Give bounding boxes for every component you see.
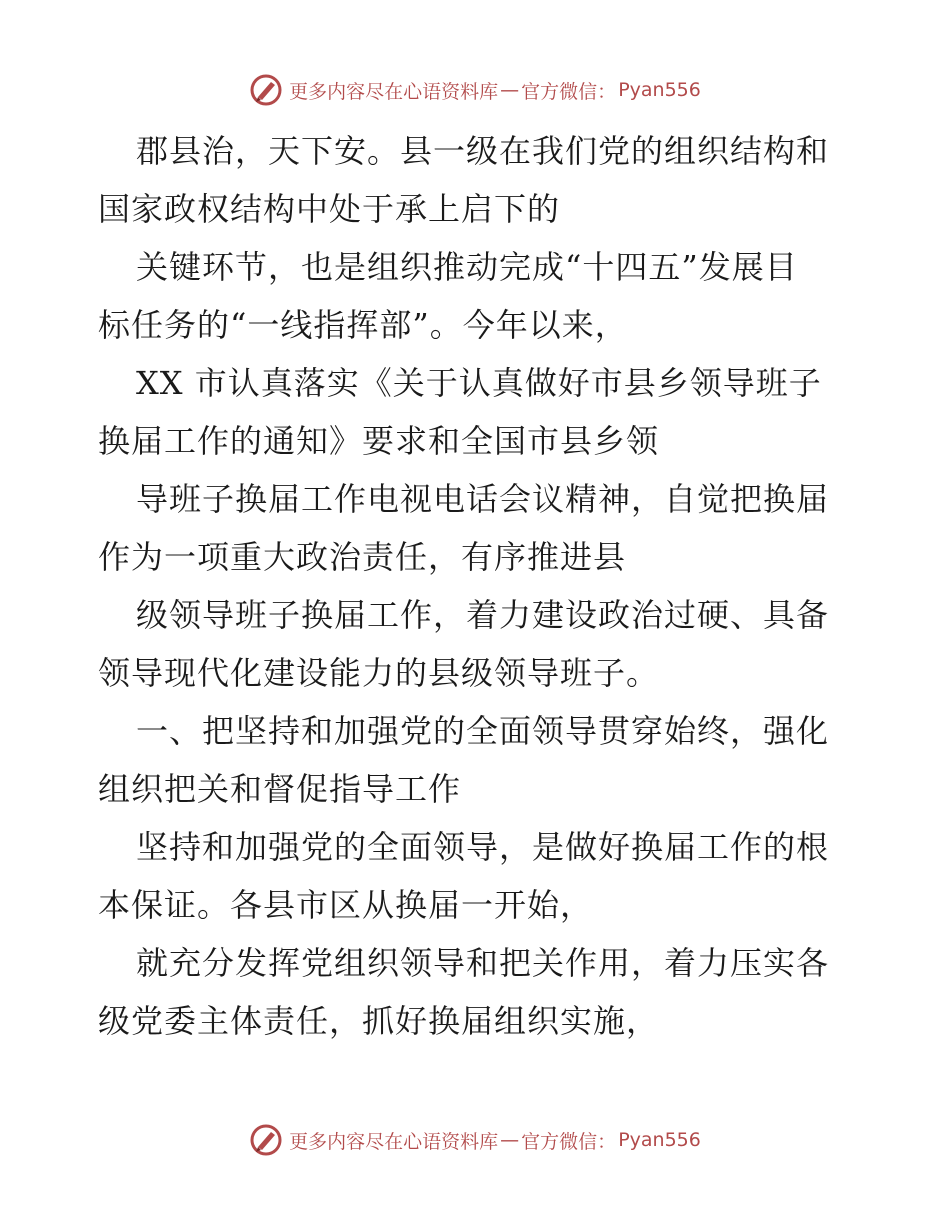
section-heading-1 [98,702,858,818]
footer-watermark [0,1120,950,1160]
watermark-wechat-label: 官方微信： [521,80,617,103]
paragraph-line: 级领导班子换届工作，着力建设政治过硬、具备 [136,596,830,634]
paragraph-6 [98,818,858,934]
watermark-wechat-id: Pyan556 [618,1129,701,1151]
paragraph-1 [98,122,858,238]
watermark-text: 更多内容尽在心语资料库 [289,80,499,103]
paragraph-line: 领导现代化建设能力的县级领导班子。 [98,654,660,692]
paragraph-line: 作为一项重大政治责任，有序推进县 [98,538,627,576]
paragraph-4 [98,470,858,586]
watermark-text: 更多内容尽在心语资料库 [289,1130,499,1153]
document-body [98,122,858,1050]
paragraph-line: 就充分发挥党组织领导和把关作用，着力压实各 [136,944,830,982]
watermark-separator: — [500,1129,520,1151]
paragraph-3 [98,354,858,470]
paragraph-line: 坚持和加强党的全面领导，是做好换届工作的根 [136,828,830,866]
paragraph-2 [98,238,858,354]
pen-logo-icon [249,1123,283,1157]
watermark-wechat-label: 官方微信： [521,1130,617,1153]
paragraph-line: 国家政权结构中处于承上启下的 [98,190,561,228]
paragraph-5 [98,586,858,702]
paragraph-line: 关键环节，也是组织推动完成“十四五”发展目 [136,248,798,286]
pen-logo-icon [249,73,283,107]
heading-line: 组织把关和督促指导工作 [98,770,462,808]
paragraph-line: 本保证。各县市区从换届一开始， [98,886,594,924]
paragraph-line: 换届工作的通知》要求和全国市县乡领 [98,422,660,460]
paragraph-line: 导班子换届工作电视电话会议精神，自觉把换届 [136,480,830,518]
paragraph-line: XX 市认真落实《关于认真做好市县乡领导班子 [136,364,822,402]
paragraph-line: 郡县治，天下安。县一级在我们党的组织结构和 [136,132,830,170]
watermark-wechat-id: Pyan556 [618,79,701,101]
watermark-separator: — [500,79,520,101]
heading-line: 一、把坚持和加强党的全面领导贯穿始终，强化 [136,712,830,750]
paragraph-7 [98,934,858,1050]
paragraph-line: 标任务的“一线指挥部”。今年以来， [98,306,628,344]
paragraph-line: 级党委主体责任，抓好换届组织实施， [98,1002,660,1040]
header-watermark [0,70,950,110]
